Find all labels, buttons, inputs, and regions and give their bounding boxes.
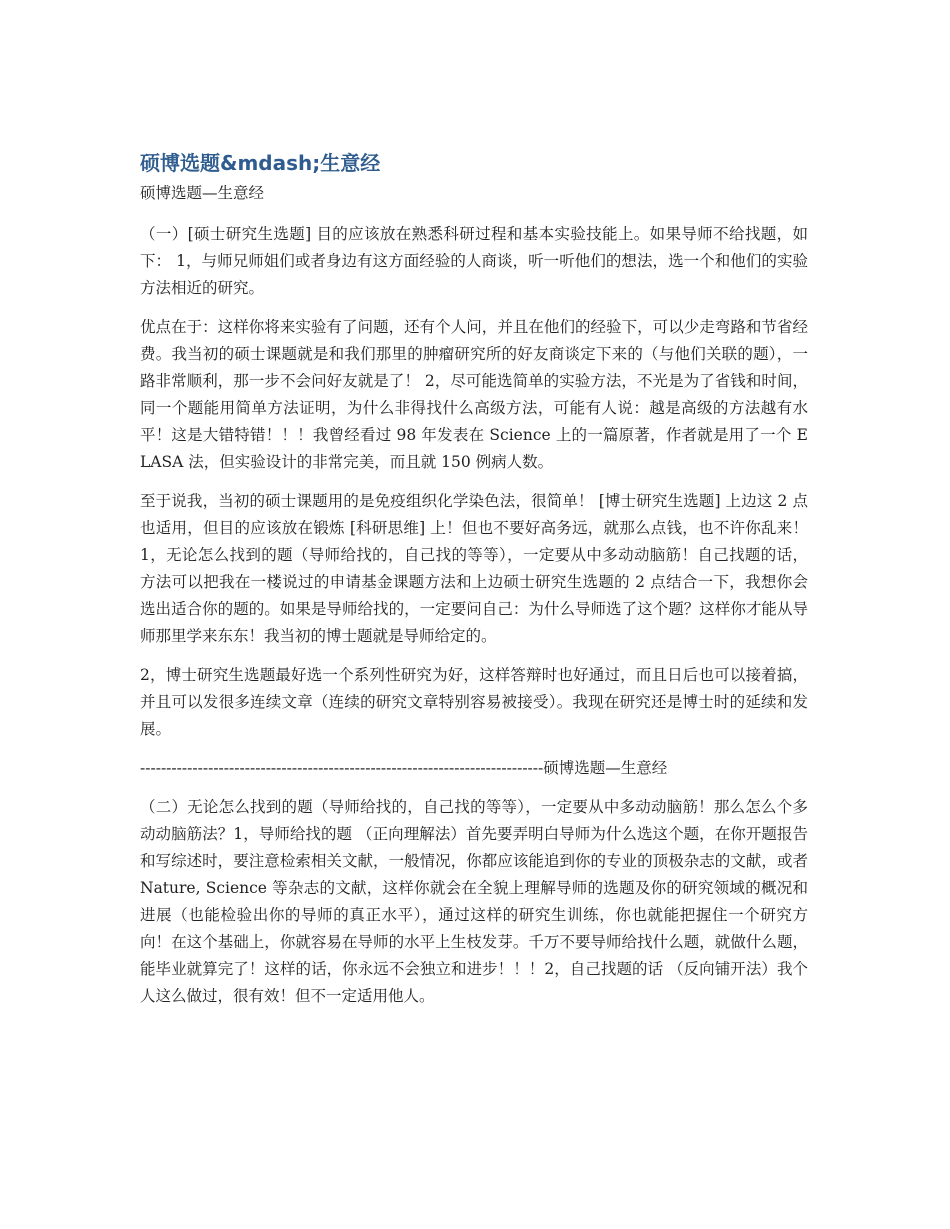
paragraph-advantages: 优点在于：这样你将来实验有了问题，还有个人问，并且在他们的经验下，可以少走弯路和节省经费。我当初的硕士课题就是和我们那里的肿瘤研究所的好友商谈定下来的（与他们关联的题），一路非常顺利，那一步不会问好友就是了！ 2，尽可能选简单的实验方法，不光是为了省钱和时间，同一个题能用简单方法证明，为什么非得找什么高级方法，可能有人说：越是高级的方法越有水平！这是大错特错！！！我曾经看过 98 年发表在 Science 上的一篇原著，作者就是用了一个 ELASA 法，但实验设计的非常完美，而且就 150 例病人数。 [140, 318, 808, 471]
document-title: 硕博选题&mdash;生意经 [140, 151, 381, 175]
paragraph-section-two: （二）无论怎么找到的题（导师给找的，自己找的等等），一定要从中多动动脑筋！那么怎么个多动动脑筋法？1，导师给找的题 （正向理解法）首先要弄明白导师为什么选这个题，在你开题报告和写综述时，要注意检索相关文献，一般情况，你都应该能追到你的专业的顶极杂志的文献，或者 Nature, Science 等杂志的文献，这样你就会在全貌上理解导师的选题及你的研究领域的概况和进展（也能检验出你的导师的真正水平），通过这样的研究生训练，你也就能把握住一个研究方向！在这个基础上，你就容易在导师的水平上生枝发芽。千万不要导师给找什么题，就做什么题，能毕业就算完了！这样的话，你永远不会独立和进步！！！2，自己找题的话 （反向铺开法）我个人这么做过，很有效！但不一定适用他人。 [140, 798, 808, 1005]
document-page [140, 148, 808, 1022]
document-subtitle: 硕博选题—生意经 [140, 184, 265, 202]
paragraph-master-topic: （一）[硕士研究生选题] 目的应该放在熟悉科研过程和基本实验技能上。如果导师不给找题，如下： 1，与师兄师姐们或者身边有这方面经验的人商谈，听一听他们的想法，选一个和他们的实验方法相近的研究。 [140, 225, 808, 297]
paragraph-series-research: 2，博士研究生选题最好选一个系列性研究为好，这样答辩时也好通过，而且日后也可以接着搞，并且可以发很多连续文章（连续的研究文章特别容易被接受）。我现在研究还是博士时的延续和发展。 [140, 666, 808, 738]
section-divider: -----------------------------------------------------------------------------硕博选题—生意经 [140, 759, 668, 777]
paragraph-phd-topic: 至于说我，当初的硕士课题用的是免疫组织化学染色法，很简单！ [博士研究生选题] 上边这 2 点也适用，但目的应该放在锻炼 [科研思维] 上！但也不要好高务远，就那么点钱，也不许你乱来！ 1，无论怎么找到的题（导师给找的，自己找的等等），一定要从中多动动脑筋！自己找题的话，方法可以把我在一楼说过的申请基金课题方法和上边硕士研究生选题的 2 点结合一下，我想你会选出适合你的题的。如果是导师给找的，一定要问自己：为什么导师选了这个题？这样你才能从导师那里学来东东！我当初的博士题就是导师给定的。 [140, 492, 808, 645]
